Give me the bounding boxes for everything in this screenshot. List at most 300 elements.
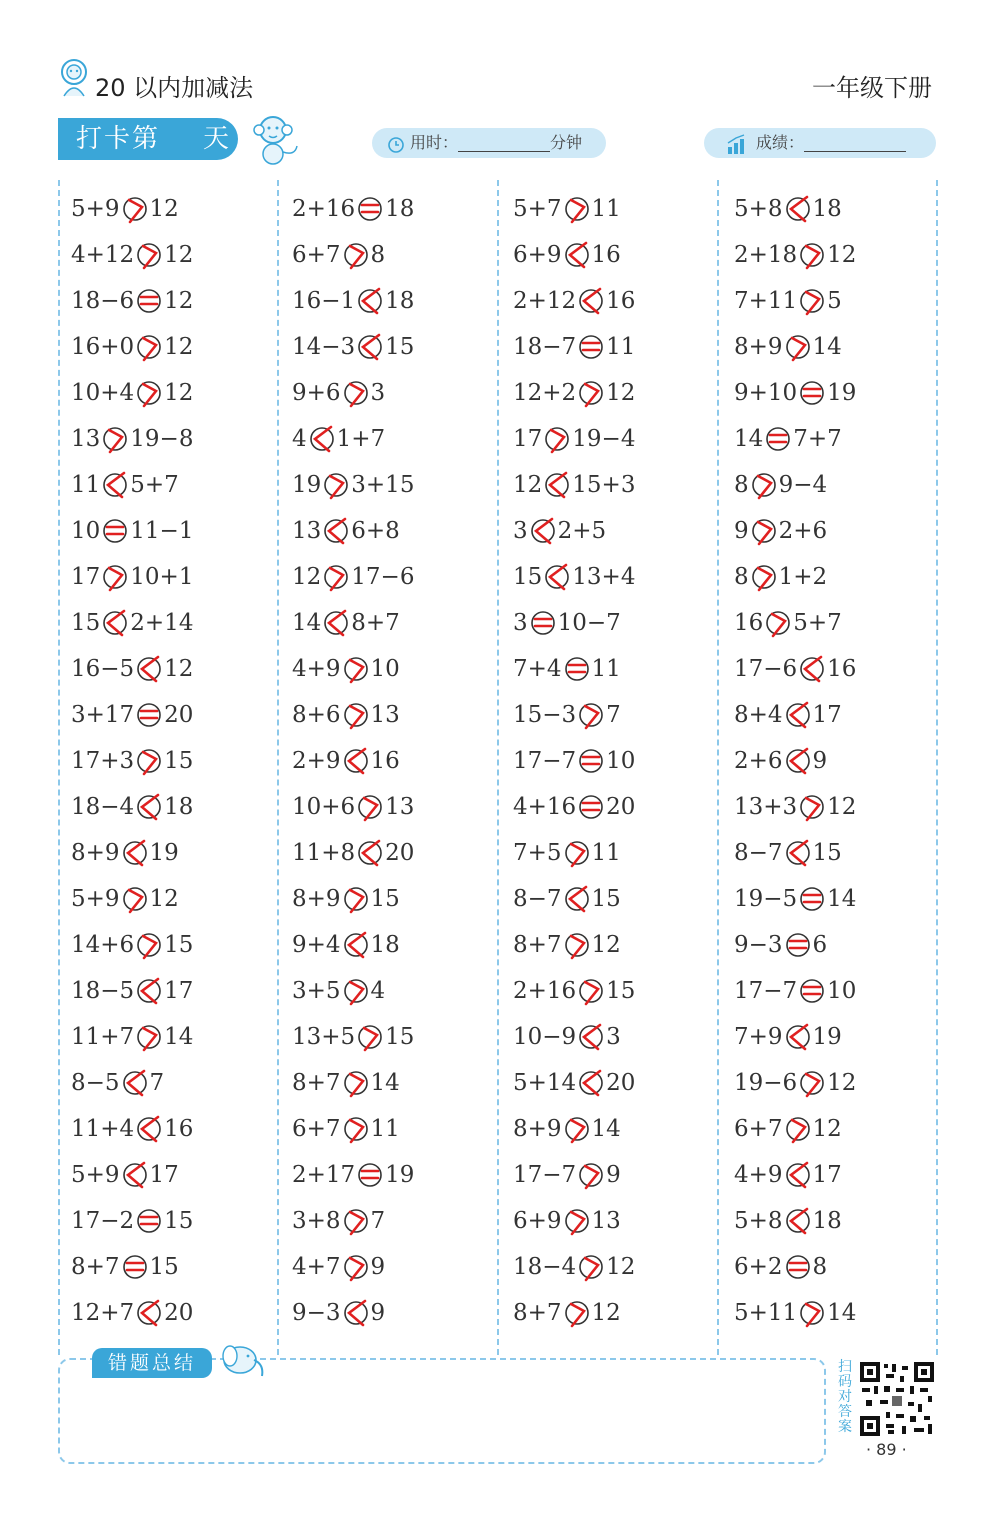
less-than-symbol [356, 332, 384, 362]
problem-left: 17−6 [734, 656, 798, 682]
less-than-symbol [784, 838, 812, 868]
comparison-problem [71, 1251, 179, 1281]
problem-right: 2+14 [130, 610, 194, 636]
comparison-problem [292, 1067, 400, 1097]
problem-right: 8 [370, 242, 386, 268]
problem-left: 2+18 [734, 242, 798, 268]
equals-symbol [135, 1206, 163, 1236]
problem-right: 18 [812, 1208, 842, 1234]
problem-left: 12+2 [513, 380, 577, 406]
problem-right: 15 [149, 1254, 179, 1280]
problem-left: 11+4 [71, 1116, 135, 1142]
equals-symbol [577, 792, 605, 822]
comparison-problem [734, 377, 856, 407]
problem-right: 11 [606, 334, 636, 360]
less-than-symbol [563, 884, 591, 914]
problem-left: 13 [292, 518, 322, 544]
comparison-problem [734, 699, 842, 729]
problem-right: 9 [812, 748, 828, 774]
equals-symbol [356, 194, 384, 224]
comparison-problem [292, 929, 400, 959]
less-than-symbol [322, 516, 350, 546]
problem-left: 19−6 [734, 1070, 798, 1096]
comparison-problem [734, 837, 842, 867]
comparison-problem [71, 699, 193, 729]
problem-left: 6+9 [513, 242, 562, 268]
problem-right: 13 [370, 702, 400, 728]
problem-left: 18−6 [71, 288, 135, 314]
problem-right: 13 [385, 794, 415, 820]
less-than-symbol [121, 1160, 149, 1190]
comparison-problem [734, 745, 827, 775]
problem-right: 12 [149, 886, 179, 912]
comparison-problem [292, 377, 385, 407]
problem-left: 2+16 [292, 196, 356, 222]
greater-than-symbol [764, 608, 792, 638]
problem-left: 18−4 [71, 794, 135, 820]
equals-symbol [798, 976, 826, 1006]
problem-left: 14 [292, 610, 322, 636]
greater-than-symbol [798, 1068, 826, 1098]
problem-left: 4+16 [513, 794, 577, 820]
comparison-problem [734, 883, 856, 913]
less-than-symbol [784, 700, 812, 730]
problem-right: 14 [827, 886, 857, 912]
column-divider [277, 180, 279, 1355]
equals-symbol [577, 332, 605, 362]
problem-right: 15 [812, 840, 842, 866]
problem-right: 9 [606, 1162, 621, 1188]
greater-than-symbol [750, 562, 778, 592]
problem-left: 8 [734, 564, 749, 590]
book-title: 20 以内加减法 [95, 74, 254, 102]
problem-left: 6+7 [734, 1116, 783, 1142]
less-than-symbol [135, 654, 163, 684]
greater-than-symbol [135, 240, 163, 270]
less-than-symbol [135, 1298, 163, 1328]
problem-right: 10 [606, 748, 636, 774]
problem-left: 5+9 [71, 1162, 120, 1188]
score-input-line[interactable] [804, 135, 906, 152]
problem-left: 9−3 [734, 932, 783, 958]
problem-left: 17−7 [734, 978, 798, 1004]
problem-left: 8+7 [513, 1300, 562, 1326]
problem-right: 17 [812, 1162, 842, 1188]
comparison-problem [513, 377, 635, 407]
problem-left: 11 [71, 472, 101, 498]
problem-left: 18−5 [71, 978, 135, 1004]
problem-right: 17 [164, 978, 194, 1004]
comparison-problem [513, 561, 635, 591]
comparison-problem [513, 239, 621, 269]
comparison-problem [71, 423, 193, 453]
less-than-symbol [135, 792, 163, 822]
problem-right: 17 [149, 1162, 179, 1188]
problem-right: 3+15 [351, 472, 415, 498]
bar-chart-icon [726, 133, 748, 155]
problem-left: 13+5 [292, 1024, 356, 1050]
comparison-problem [292, 1297, 385, 1327]
greater-than-symbol [121, 194, 149, 224]
problem-right: 7 [370, 1208, 386, 1234]
comparison-problem [734, 331, 842, 361]
problem-left: 3+5 [292, 978, 341, 1004]
time-input-line[interactable] [458, 135, 550, 152]
comparison-problem [734, 975, 856, 1005]
problem-left: 4+12 [71, 242, 135, 268]
comparison-problem [734, 653, 856, 683]
comparison-problem [513, 285, 635, 315]
greater-than-symbol [322, 562, 350, 592]
comparison-problem [71, 331, 193, 361]
problem-left: 7+9 [734, 1024, 783, 1050]
checkin-day-label: 天 [203, 124, 232, 154]
equals-symbol [577, 746, 605, 776]
problem-left: 5+14 [513, 1070, 577, 1096]
comparison-problem [292, 699, 400, 729]
problem-left: 17 [71, 564, 101, 590]
problem-right: 19−4 [572, 426, 636, 452]
problem-left: 5+11 [734, 1300, 798, 1326]
greater-than-symbol [135, 332, 163, 362]
greater-than-symbol [101, 562, 129, 592]
problem-left: 14−3 [292, 334, 356, 360]
comparison-problem [71, 1021, 193, 1051]
comparison-problem [292, 1159, 414, 1189]
less-than-symbol [135, 1114, 163, 1144]
comparison-problem [71, 929, 193, 959]
greater-than-symbol [750, 470, 778, 500]
greater-than-symbol [784, 332, 812, 362]
problem-right: 3 [606, 1024, 621, 1050]
greater-than-symbol [135, 1022, 163, 1052]
problem-right: 13 [591, 1208, 621, 1234]
problem-right: 12 [164, 656, 194, 682]
comparison-problem [71, 791, 193, 821]
greater-than-symbol [356, 792, 384, 822]
problem-left: 3 [513, 518, 528, 544]
problem-left: 8+7 [513, 932, 562, 958]
problem-right: 15 [164, 932, 194, 958]
problem-right: 11−1 [130, 518, 194, 544]
comparison-problem [513, 1067, 635, 1097]
page-number: · 89 · [866, 1440, 907, 1459]
problem-left: 15 [513, 564, 543, 590]
problem-left: 8+9 [292, 886, 341, 912]
problem-left: 10+4 [71, 380, 135, 406]
problem-left: 12+7 [71, 1300, 135, 1326]
problem-right: 18 [164, 794, 194, 820]
comparison-problem [734, 1251, 827, 1281]
comparison-problem [513, 791, 635, 821]
comparison-problem [71, 561, 193, 591]
problem-left: 8+9 [734, 334, 783, 360]
comparison-problem [71, 377, 193, 407]
greater-than-symbol [342, 654, 370, 684]
problem-left: 5+9 [71, 196, 120, 222]
less-than-symbol [798, 654, 826, 684]
comparison-problem [71, 1205, 193, 1235]
problem-right: 10−7 [557, 610, 621, 636]
greater-than-symbol [342, 976, 370, 1006]
comparison-problem [292, 975, 385, 1005]
problem-right: 19 [827, 380, 857, 406]
problem-right: 7+7 [793, 426, 842, 452]
problem-right: 7 [606, 702, 621, 728]
comparison-problem [292, 653, 400, 683]
less-than-symbol [784, 1022, 812, 1052]
comparison-problem [292, 561, 414, 591]
problem-left: 13+3 [734, 794, 798, 820]
greater-than-symbol [342, 1068, 370, 1098]
problem-left: 15−3 [513, 702, 577, 728]
problem-right: 12 [164, 380, 194, 406]
problem-right: 12 [591, 932, 621, 958]
problem-left: 16+0 [71, 334, 135, 360]
problem-right: 12 [164, 334, 194, 360]
problem-left: 7+5 [513, 840, 562, 866]
problem-right: 12 [827, 242, 857, 268]
problem-right: 19 [385, 1162, 415, 1188]
less-than-symbol [101, 470, 129, 500]
problem-right: 16 [606, 288, 636, 314]
comparison-problem [71, 469, 179, 499]
comparison-problem [292, 1251, 385, 1281]
less-than-symbol [356, 286, 384, 316]
comparison-problem [513, 515, 606, 545]
problem-left: 18−4 [513, 1254, 577, 1280]
problem-left: 8+4 [734, 702, 783, 728]
column-divider [717, 180, 719, 1355]
problem-left: 2+17 [292, 1162, 356, 1188]
problem-right: 10+1 [130, 564, 194, 590]
less-than-symbol [784, 1206, 812, 1236]
problem-left: 9−3 [292, 1300, 341, 1326]
comparison-problem [513, 1205, 621, 1235]
problem-right: 12 [606, 1254, 636, 1280]
problem-right: 17 [812, 702, 842, 728]
less-than-symbol [784, 194, 812, 224]
elephant-mascot-icon [210, 1338, 270, 1380]
less-than-symbol [577, 1022, 605, 1052]
comparison-problem [734, 469, 827, 499]
problem-left: 8−7 [513, 886, 562, 912]
problem-right: 20 [606, 1070, 636, 1096]
greater-than-symbol [135, 378, 163, 408]
equals-symbol [356, 1160, 384, 1190]
score-label: 成绩： [756, 133, 805, 152]
greater-than-symbol [798, 240, 826, 270]
comparison-problem [71, 653, 193, 683]
problem-right: 14 [827, 1300, 857, 1326]
problem-left: 8+9 [513, 1116, 562, 1142]
comparison-problem [292, 331, 414, 361]
equals-symbol [135, 700, 163, 730]
less-than-symbol [577, 286, 605, 316]
comparison-problem [71, 193, 179, 223]
problem-right: 12 [164, 242, 194, 268]
greater-than-symbol [577, 700, 605, 730]
less-than-symbol [121, 838, 149, 868]
problem-right: 15+3 [572, 472, 636, 498]
comparison-problem [734, 1067, 856, 1097]
problem-left: 5+7 [513, 196, 562, 222]
problem-left: 15 [71, 610, 101, 636]
equals-symbol [764, 424, 792, 454]
greater-than-symbol [563, 1114, 591, 1144]
problem-right: 11 [591, 840, 621, 866]
comparison-problem [71, 975, 193, 1005]
problem-left: 5+8 [734, 1208, 783, 1234]
problem-right: 20 [606, 794, 636, 820]
comparison-problem [292, 193, 414, 223]
problem-right: 5 [827, 288, 842, 314]
comparison-problem [292, 469, 414, 499]
problem-left: 2+9 [292, 748, 341, 774]
problem-left: 8−5 [71, 1070, 120, 1096]
problem-left: 4+7 [292, 1254, 341, 1280]
problem-right: 16 [827, 656, 857, 682]
comparison-problem [292, 515, 400, 545]
equals-symbol [798, 884, 826, 914]
problem-left: 4 [292, 426, 307, 452]
greater-than-symbol [342, 1252, 370, 1282]
problem-left: 17−7 [513, 1162, 577, 1188]
scan-answer-label: 扫码对答案 [838, 1359, 852, 1435]
problem-left: 9+4 [292, 932, 341, 958]
problem-left: 8 [734, 472, 749, 498]
qr-code-icon[interactable] [858, 1360, 936, 1438]
greater-than-symbol [798, 792, 826, 822]
problem-right: 18 [812, 196, 842, 222]
problem-right: 3 [370, 380, 386, 406]
problem-left: 2+6 [734, 748, 783, 774]
comparison-problem [71, 515, 193, 545]
problem-right: 14 [591, 1116, 621, 1142]
greater-than-symbol [577, 1252, 605, 1282]
problem-left: 18−7 [513, 334, 577, 360]
problem-right: 19 [812, 1024, 842, 1050]
equals-symbol [784, 1252, 812, 1282]
greater-than-symbol [356, 1022, 384, 1052]
less-than-symbol [543, 470, 571, 500]
problem-right: 4 [370, 978, 386, 1004]
time-unit: 分钟 [550, 133, 583, 152]
greater-than-symbol [342, 1114, 370, 1144]
greater-than-symbol [798, 286, 826, 316]
clock-icon [386, 134, 406, 154]
problem-right: 20 [385, 840, 415, 866]
comparison-problem [71, 1067, 164, 1097]
problem-left: 8+7 [292, 1070, 341, 1096]
problem-right: 19−8 [130, 426, 194, 452]
greater-than-symbol [342, 378, 370, 408]
problem-left: 6+2 [734, 1254, 783, 1280]
comparison-problem [734, 1205, 842, 1235]
comparison-problem [734, 1113, 842, 1143]
greater-than-symbol [784, 1114, 812, 1144]
problem-right: 16 [591, 242, 621, 268]
problem-right: 5+7 [130, 472, 179, 498]
comparison-problem [292, 837, 414, 867]
problem-right: 13+4 [572, 564, 636, 590]
problem-right: 15 [370, 886, 400, 912]
problem-right: 1+2 [778, 564, 828, 590]
problem-right: 14 [370, 1070, 400, 1096]
problem-right: 8 [812, 1254, 828, 1280]
problem-left: 11+7 [71, 1024, 135, 1050]
problem-right: 16 [370, 748, 400, 774]
problem-left: 5+9 [71, 886, 120, 912]
less-than-symbol [121, 1068, 149, 1098]
problem-left: 17 [513, 426, 543, 452]
greater-than-symbol [121, 884, 149, 914]
problem-left: 14+6 [71, 932, 135, 958]
problem-left: 3+8 [292, 1208, 341, 1234]
lion-mascot-icon [58, 58, 90, 98]
comparison-problem [513, 469, 635, 499]
problem-right: 15 [606, 978, 636, 1004]
comparison-problem [513, 837, 621, 867]
comparison-problem [734, 423, 842, 453]
equals-symbol [121, 1252, 149, 1282]
problem-right: 20 [164, 1300, 194, 1326]
comparison-problem [292, 423, 385, 453]
comparison-problem [513, 1297, 621, 1327]
problem-right: 15 [385, 334, 415, 360]
comparison-problem [513, 1159, 621, 1189]
comparison-problem [71, 1113, 193, 1143]
problem-left: 7+11 [734, 288, 798, 314]
problem-right: 9 [370, 1254, 386, 1280]
problem-left: 9 [734, 518, 749, 544]
greater-than-symbol [342, 884, 370, 914]
problem-left: 8−7 [734, 840, 783, 866]
comparison-problem [513, 423, 635, 453]
greater-than-symbol [101, 424, 129, 454]
problem-right: 12 [827, 794, 857, 820]
problem-left: 3 [513, 610, 528, 636]
problem-left: 10+6 [292, 794, 356, 820]
comparison-problem [734, 607, 842, 637]
comparison-problem [513, 1113, 621, 1143]
problem-right: 18 [385, 288, 415, 314]
problem-right: 12 [591, 1300, 621, 1326]
problem-left: 13 [71, 426, 101, 452]
comparison-problem [292, 1021, 414, 1051]
problem-right: 9 [370, 1300, 386, 1326]
comparison-problem [292, 745, 400, 775]
problem-left: 12 [513, 472, 543, 498]
problem-right: 16 [164, 1116, 194, 1142]
comparison-problem [513, 883, 621, 913]
problem-right: 12 [606, 380, 636, 406]
greater-than-symbol [563, 930, 591, 960]
comparison-problem [292, 285, 414, 315]
comparison-problem [513, 1251, 635, 1281]
comparison-problem [513, 975, 635, 1005]
equals-symbol [784, 930, 812, 960]
problem-left: 9+6 [292, 380, 341, 406]
greater-than-symbol [342, 700, 370, 730]
comparison-problem [71, 745, 193, 775]
comparison-problem [734, 239, 856, 269]
comparison-problem [71, 1159, 179, 1189]
problem-left: 10−9 [513, 1024, 577, 1050]
less-than-symbol [784, 1160, 812, 1190]
problem-left: 6+7 [292, 242, 341, 268]
mistake-summary-label: 错题总结 [92, 1348, 212, 1378]
